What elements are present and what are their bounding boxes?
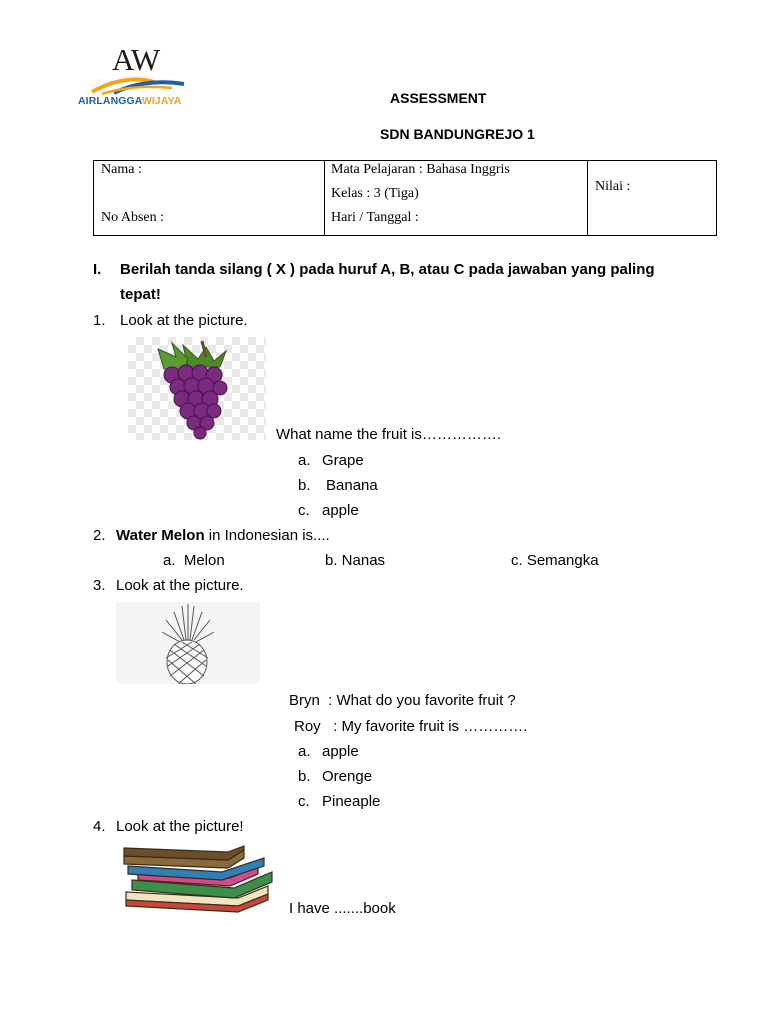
- question-number: 1.: [93, 312, 106, 329]
- instruction-line-1: Berilah tanda silang ( X ) pada huruf A, B, atau C pada jawaban yang paling: [120, 261, 655, 278]
- option-letter: b.: [298, 477, 311, 494]
- option-text: Pineaple: [322, 793, 381, 810]
- grape-icon: [128, 337, 266, 440]
- option-text: apple: [322, 502, 359, 519]
- page-title: ASSESSMENT: [390, 90, 487, 106]
- dialog-line-bryn: Bryn : What do you favorite fruit ?: [289, 692, 516, 709]
- option-text: b. Nanas: [325, 552, 386, 569]
- question-prompt: Look at the picture.: [116, 577, 244, 594]
- books-image: [118, 844, 278, 914]
- table-divider: [587, 161, 588, 235]
- option-text: a. Melon: [163, 552, 225, 569]
- option-letter: a.: [298, 452, 311, 469]
- option-text: Grape: [322, 452, 364, 469]
- airlangga-wijaya-logo: [78, 42, 196, 112]
- question-prompt: [116, 527, 330, 544]
- mata-pelajaran-field: Mata Pelajaran : Bahasa Inggris: [331, 162, 510, 177]
- no-absen-field: No Absen :: [101, 210, 164, 225]
- question-number: 2.: [93, 527, 106, 544]
- section-number: I.: [93, 261, 102, 278]
- logo-swoosh-icon: [84, 72, 194, 96]
- nilai-field: Nilai :: [595, 179, 631, 194]
- logo-monogram: AW: [112, 42, 160, 77]
- logo-wordmark-part1: AIRLANGGA: [78, 95, 142, 107]
- logo-wordmark-part2: WIJAYA: [141, 95, 182, 107]
- option-text: Banana: [326, 477, 378, 494]
- school-name: SDN BANDUNGREJO 1: [380, 126, 535, 142]
- instruction-line-2: tepat!: [120, 286, 161, 303]
- option-letter: c.: [298, 793, 310, 810]
- option-text: apple: [322, 743, 359, 760]
- kelas-field: Kelas : 3 (Tiga): [331, 186, 419, 201]
- option-text: Orenge: [322, 768, 373, 785]
- question-number: 4.: [93, 818, 106, 835]
- question-prompt: Look at the picture!: [116, 818, 244, 835]
- question-text: I have .......book: [289, 900, 396, 917]
- pineapple-icon: [116, 602, 260, 684]
- option-letter: a.: [298, 743, 311, 760]
- dialog-line-roy: Roy : My favorite fruit is ………….: [294, 718, 528, 735]
- student-info-table: [93, 160, 717, 236]
- grape-image: [128, 337, 266, 440]
- option-letter: c.: [298, 502, 310, 519]
- books-icon: [118, 844, 278, 914]
- table-divider: [324, 161, 325, 235]
- hari-tanggal-field: Hari / Tanggal :: [331, 210, 419, 225]
- question-keyword: Water Melon: [116, 527, 205, 544]
- question-prompt: Look at the picture.: [120, 312, 248, 329]
- option-text: c. Semangka: [511, 552, 599, 569]
- nama-field: Nama :: [101, 162, 142, 177]
- question-prompt-rest: in Indonesian is....: [204, 527, 330, 544]
- pineapple-image: [116, 602, 260, 684]
- logo-wordmark: [78, 95, 181, 107]
- option-letter: b.: [298, 768, 311, 785]
- question-number: 3.: [93, 577, 106, 594]
- question-text: What name the fruit is…………….: [276, 426, 502, 443]
